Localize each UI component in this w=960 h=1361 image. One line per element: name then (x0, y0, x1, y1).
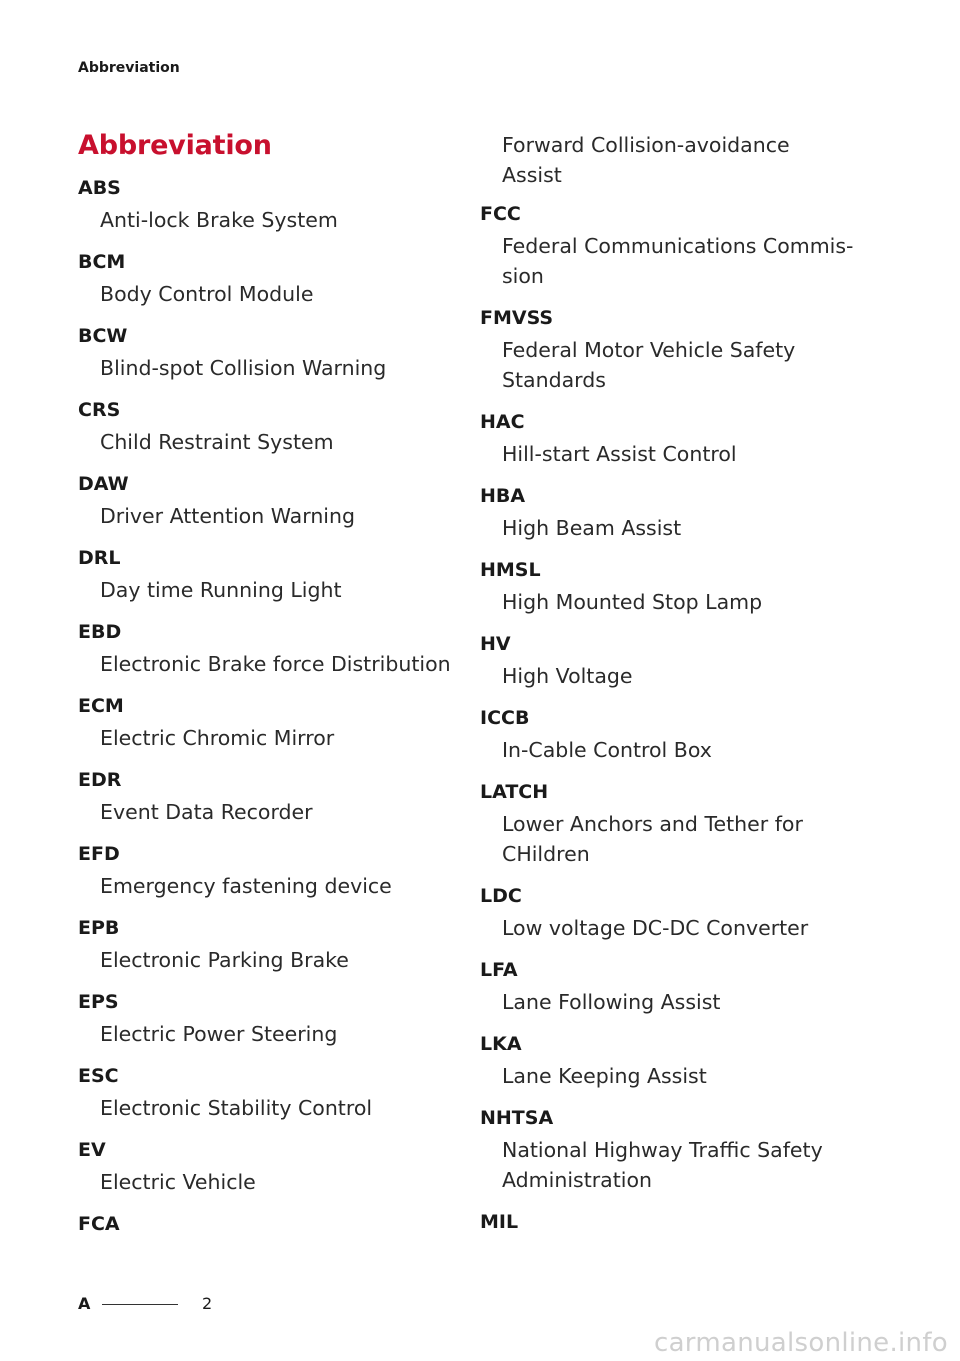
page-number: 2 (202, 1294, 213, 1313)
glossary-entry (480, 1106, 860, 1195)
glossary-entry (78, 1064, 458, 1123)
definition: High Beam Assist (502, 516, 682, 540)
definition: Event Data Recorder (100, 800, 313, 824)
definition: Blind-spot Collision Warning (100, 356, 387, 380)
section-title: Abbreviation (78, 130, 272, 161)
term: BCM (78, 251, 126, 273)
definition: Administration (502, 1168, 653, 1192)
term: MIL (480, 1211, 519, 1233)
watermark: carmanualsonline.info (653, 1328, 948, 1358)
glossary-entry (78, 472, 458, 531)
term: EBD (78, 621, 122, 643)
page-footer (78, 1294, 228, 1318)
term: HAC (480, 411, 525, 433)
glossary-entry (78, 694, 458, 753)
glossary-entry (78, 398, 458, 457)
definition: Electric Vehicle (100, 1170, 256, 1194)
term: HV (480, 633, 511, 655)
definition: Lane Following Assist (502, 990, 721, 1014)
glossary-entry (78, 546, 458, 605)
definition: Day time Running Light (100, 578, 342, 602)
term: EDR (78, 769, 122, 791)
glossary-entry (78, 1212, 458, 1236)
glossary-entry (78, 620, 458, 679)
term: LFA (480, 959, 518, 981)
definition: Electric Power Steering (100, 1022, 338, 1046)
term: DRL (78, 547, 121, 569)
glossary-entry (480, 558, 860, 617)
glossary-entry (480, 1210, 860, 1234)
definition: National Highway Traffic Safety (502, 1138, 823, 1162)
definition: CHildren (502, 842, 590, 866)
term: FCA (78, 1213, 120, 1235)
term: LATCH (480, 781, 549, 803)
term: NHTSA (480, 1107, 554, 1129)
definition: sion (502, 264, 544, 288)
definition: Anti-lock Brake System (100, 208, 338, 232)
definition: In-Cable Control Box (502, 738, 712, 762)
glossary-entry (480, 884, 860, 943)
definition-continued: Forward Collision-avoidance (502, 133, 790, 157)
term: DAW (78, 473, 129, 495)
glossary-entry (78, 916, 458, 975)
definition: Hill-start Assist Control (502, 442, 737, 466)
glossary-entry (480, 780, 860, 869)
definition: Low voltage DC-DC Converter (502, 916, 809, 940)
term: LKA (480, 1033, 522, 1055)
glossary-entry (78, 990, 458, 1049)
definition: Standards (502, 368, 606, 392)
term: ICCB (480, 707, 530, 729)
definition: Driver Attention Warning (100, 504, 356, 528)
glossary-entry (78, 250, 458, 309)
glossary-entry (480, 1032, 860, 1091)
term: ESC (78, 1065, 119, 1087)
glossary-entry (78, 842, 458, 901)
term: EV (78, 1139, 106, 1161)
definition: Emergency fastening device (100, 874, 392, 898)
glossary-entry (78, 324, 458, 383)
glossary-entry (480, 958, 860, 1017)
footer-divider (102, 1304, 178, 1305)
definition: Federal Communications Commis- (502, 234, 854, 258)
definition: Electronic Stability Control (100, 1096, 373, 1120)
term: EPB (78, 917, 120, 939)
term: CRS (78, 399, 121, 421)
glossary-entry (78, 176, 458, 235)
term: FCC (480, 203, 521, 225)
definition: Body Control Module (100, 282, 314, 306)
definition: High Mounted Stop Lamp (502, 590, 763, 614)
section-letter: A (78, 1294, 91, 1313)
term: HBA (480, 485, 526, 507)
definition-continued: Assist (502, 163, 562, 187)
term: EPS (78, 991, 119, 1013)
term: HMSL (480, 559, 541, 581)
glossary-entry (480, 706, 860, 765)
glossary-entry (480, 202, 860, 291)
term: EFD (78, 843, 120, 865)
definition: Lane Keeping Assist (502, 1064, 707, 1088)
term: ECM (78, 695, 124, 717)
running-header: Abbreviation (78, 60, 180, 76)
glossary-entry (480, 632, 860, 691)
glossary-entry (78, 1138, 458, 1197)
definition: Lower Anchors and Tether for (502, 812, 803, 836)
definition: High Voltage (502, 664, 633, 688)
definition: Federal Motor Vehicle Safety (502, 338, 796, 362)
term: ABS (78, 177, 121, 199)
term: FMVSS (480, 307, 554, 329)
glossary-entry (480, 410, 860, 469)
term: BCW (78, 325, 128, 347)
definition: Electronic Brake force Distribution (100, 652, 451, 676)
definition: Electronic Parking Brake (100, 948, 349, 972)
glossary-entry (480, 484, 860, 543)
term: LDC (480, 885, 522, 907)
definition: Child Restraint System (100, 430, 334, 454)
glossary-entry (78, 768, 458, 827)
glossary-entry (480, 306, 860, 395)
definition: Electric Chromic Mirror (100, 726, 335, 750)
